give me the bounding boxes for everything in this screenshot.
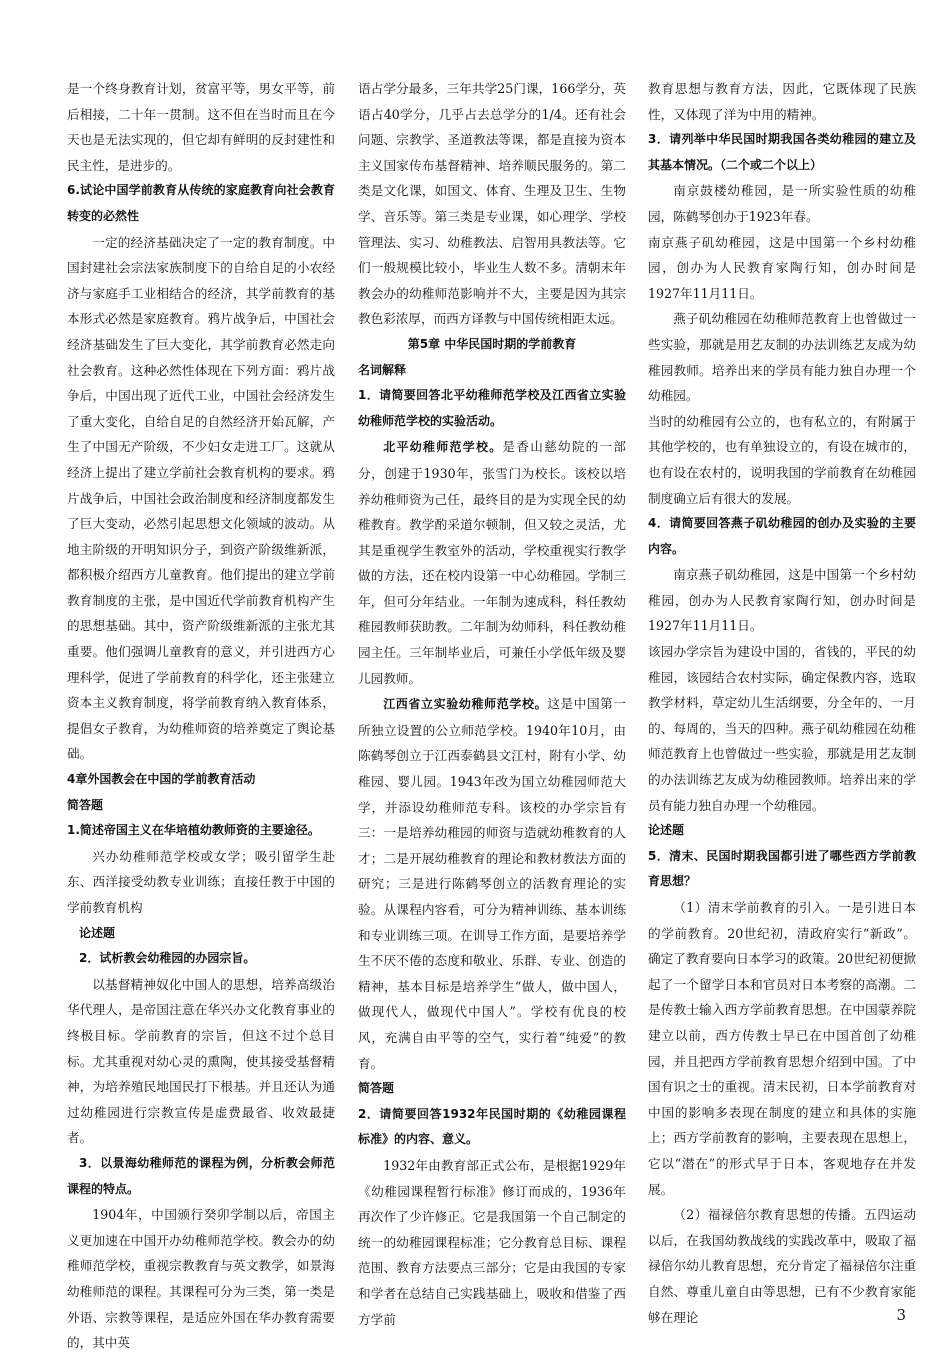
paragraph: 南京鼓楼幼稚园，是一所实验性质的幼稚园，陈鹤琴创办于1923年春。 <box>648 183 916 224</box>
paragraph: 该园办学宗旨为建设中国的，省钱的，平民的幼稚园，该园结合农村实际，确定保教内容，选取教学材料，草定幼儿生活纲要，分全年的、一月的、每周的，当天的四种。燕子矶幼稚园在幼稚师范教育上也曾做过一些实验，那就是用艺友制的办法训练艺友成为幼稚园教师。培养出来的学员有能力独自办理一个幼稚园。 <box>648 644 916 813</box>
section-heading: 论述题 <box>79 925 116 940</box>
paragraph: 南京燕子矶幼稚园，这是中国第一个乡村幼稚园，创办为人民教育家陶行知，创办时间是1927年11月11日。 <box>648 234 916 301</box>
paragraph: 当时的幼稚园有公立的，也有私立的，有附属于其他学校的，也有单独设立的，有设在城市的，也有设在农村的，说明我国的学前教育在幼稚园制度确立后有很大的发展。 <box>648 413 916 506</box>
paragraph: 教育思想与教育方法，因此，它既体现了民族性，又体现了洋为中用的精神。 <box>648 81 916 122</box>
section-heading: 名词解释 <box>358 362 407 377</box>
paragraph: （1）清末学前教育的引入。一是引进日本的学前教育。20世纪初，清政府实行“新政”。确定了教育要向日本学习的政策。20世纪初便掀起了一个留学日本和官员对日本考察的高潮。二是传教士输入西方学前教育思想。在中国蒙养院建立以前，西方传教士早已在中国首创了幼稚园，并且把西方学前教育思想介绍到中国。了中国有识之士的重视。清末民初，日本学前教育对中国的影响多表现在制度的建立和具体的实施上；西方学前教育的影响，主要表现在思想上，它以“潜在”的形式早于日本，客观地存在并发展。 <box>648 900 916 1197</box>
column-left <box>67 76 335 1356</box>
section-heading: 2．请简要回答1932年民国时期的《幼稚园课程标准》的内容、意义。 <box>358 1106 626 1147</box>
section-heading: 4章外国教会在中国的学前教育活动 <box>67 772 256 787</box>
section-heading: 3．请列举中华民国时期我国各类幼稚园的建立及其基本情况。（二个或二个以上） <box>648 132 916 172</box>
paragraph: 北平幼稚师范学校。是香山慈幼院的一部分，创建于1930年，张雪门为校长。该校以培养幼稚师资为己任，最终目的是为实现全民的幼稚教育。教学酌采道尔顿制，但又较之灵活，尤其是重视学生教室外的活动，学校重视实行教学做的方法，还在校内设第一中心幼稚园。学制三年，但可分年结业。一年制为速成科，科任教幼稚园教师获助教。二年制为幼师科，科任教幼稚园主任。三年制毕业后，可兼任小学低年级及婴儿园教师。 <box>358 439 626 686</box>
paragraph: 一定的经济基础决定了一定的教育制度。中国封建社会宗法家族制度下的自给自足的小农经济与家庭手工业相结合的经济，其学前教育的基本形式必然是家庭教育。鸦片战争后，中国社会经济基础发生了巨大变化，其学前教育必然走向社会教育。这种必然性体现在下列方面：鸦片战争后，中国出现了近代工业，中国社会经济发生了重大变化，自给自足的自然经济开始瓦解，产生了中国无产阶级，不少妇女走进工厂。这就从经济上提出了建立学前社会教育机构的要求。鸦片战争后，中国社会政治制度和经济制度都发生了巨大变动，必然引起思想文化领域的波动。从地主阶级的开明知识分子，到资产阶级维新派，都积极介绍西方儿童教育。他们提出的建立学前教育制度的主张，是中国近代学前教育机构产生的思想基础。其中，资产阶级维新派的主张尤其重要。他们强调儿童教育的意义，并引进西方心理科学，促进了学前教育的科学化，还主张建立资本主义教育制度，将学前教育纳入教育体系，提倡女子教育，为幼稚师资的培养奠定了舆论基础。 <box>67 234 335 762</box>
paragraph: 南京燕子矶幼稚园，这是中国第一个乡村幼稚园，创办为人民教育家陶行知，创办时间是1927年11月11日。 <box>648 567 916 634</box>
paragraph: 以基督精神奴化中国人的思想，培养高级治华代理人，是帝国注意在华兴办文化教育事业的终极目标。学前教育的宗旨，但这不过个总目标。尤其重视对幼心灵的熏陶，使其接受基督精神，为培养殖民地国民打下根基。并且还认为通过幼稚园进行宗教宣传是虚费最省、收效最捷者。 <box>67 976 335 1146</box>
section-heading: 1.简述帝国主义在华培植幼教师资的主要途径。 <box>67 823 320 838</box>
section-heading: 2．试析教会幼稚园的办园宗旨。 <box>79 951 256 966</box>
paragraph: （2）福禄倍尔教育思想的传播。五四运动以后，在我国幼教战线的实践改革中，吸取了福禄倍尔幼儿教育思想，充分肯定了福禄倍尔注重自然、尊重儿童自由等思想，已有不少教育家能够在理论 <box>648 1207 916 1325</box>
paragraph: 1932年由教育部正式公布，是根据1929年《幼稚园课程暂行标准》修订而成的，1936年再次作了少许修正。它是我国第一个自己制定的统一的幼稚园课程标准；它分教育总目标、课程范围、教育方法要点三部分；它是由我国的专家和学者在总结自己实践基础上，吸收和借鉴了西方学前 <box>358 1157 626 1327</box>
column-middle <box>358 76 626 1332</box>
section-heading: 论述题 <box>648 823 685 838</box>
section-heading: 简答题 <box>358 1081 395 1096</box>
paragraph: 燕子矶幼稚园在幼稚师范教育上也曾做过一些实验，那就是用艺友制的办法训练艺友成为幼稚园教师。培养出来的学员有能力独自办理一个幼稚园。 <box>648 311 916 404</box>
section-heading: 第5章 中华民国时期的学前教育 <box>407 336 577 351</box>
paragraph: 江西省立实验幼稚师范学校。这是中国第一所独立设置的公立师范学校。1940年10月，由陈鹤琴创立于江西泰鹤县文江村，附有小学、幼稚园、婴儿园。1943年改为国立幼稚园师范大学，并添设幼稚师范专科。该校的办学宗旨有三：一是培养幼稚园的师资与造就幼稚教育的人才；二是开展幼稚教育的理论和教材教法方面的研究；三是进行陈鹤琴创立的活教育理论的实验。从课程内容看，可分为精神训练、基本训练和专业训练三项。在训导工作方面，是要培养学生不厌不倦的态度和敬业、乐群、专业、创造的精神，基本目标是培养学生“做人，做中国人，做现代人，做现代中国人”。学校有优良的校风，充满自由平等的空气，实行着“纯爱”的教育。 <box>358 696 626 1071</box>
section-heading: 1．请简要回答北平幼稚师范学校及江西省立实验幼稚师范学校的实验活动。 <box>358 388 626 428</box>
section-heading: 简答题 <box>67 797 104 812</box>
paragraph: 1904年，中国颁行癸卯学制以后，帝国主义更加速在中国开办幼稚师范学校。教会办的幼稚师范学校，重视宗教教育与英文教学，如景海幼稚师范的课程。其课程可分为三类，第一类是外语、宗教等课程，是适应外国在华办教育需要的，其中英 <box>67 1207 335 1351</box>
section-heading: 6.试论中国学前教育从传统的家庭教育向社会教育转变的必然性 <box>67 183 335 223</box>
paragraph: 兴办幼稚师范学校或女学；吸引留学生赴东、西洋接受幼教专业训练；直接任教于中国的学前教育机构 <box>67 848 335 915</box>
section-heading: 3．以景海幼稚师范的课程为例，分析教会师范课程的特点。 <box>67 1155 335 1196</box>
lead-term: 北平幼稚师范学校。 <box>383 440 503 455</box>
section-heading: 4．请简要回答燕子矶幼稚园的创办及实验的主要内容。 <box>648 516 916 556</box>
lead-term: 江西省立实验幼稚师范学校。 <box>383 697 548 712</box>
column-right <box>648 76 916 1330</box>
paragraph: 语占学分最多，三年共学25门课，166学分，英语占40学分，几乎占去总学分的1/4。还有社会问题、宗教学、圣道教法等课，都是直接为资本主义国家传布基督精神、培养顺民服务的。第二类是文化课，如国文、体育、生理及卫生、生物学、音乐等。第三类是专业课，如心理学、学校管理法、实习、幼稚教法、启智用具教法等。它们一般规模比较小，毕业生人数不多。清朝末年教会办的幼稚师范影响并不大，主要是因为其宗教色彩浓厚，而西方译教与中国传统相距太远。 <box>358 81 626 327</box>
page-number: 3 <box>896 1306 906 1324</box>
section-heading: 5．清末、民国时期我国都引进了哪些西方学前教育思想？ <box>648 848 916 889</box>
paragraph: 是一个终身教育计划，贫富平等，男女平等，前后相接，二十年一贯制。这不但在当时而且在今天也是无法实现的，但它却有鲜明的反封建性和民主性，是进步的。 <box>67 81 335 173</box>
